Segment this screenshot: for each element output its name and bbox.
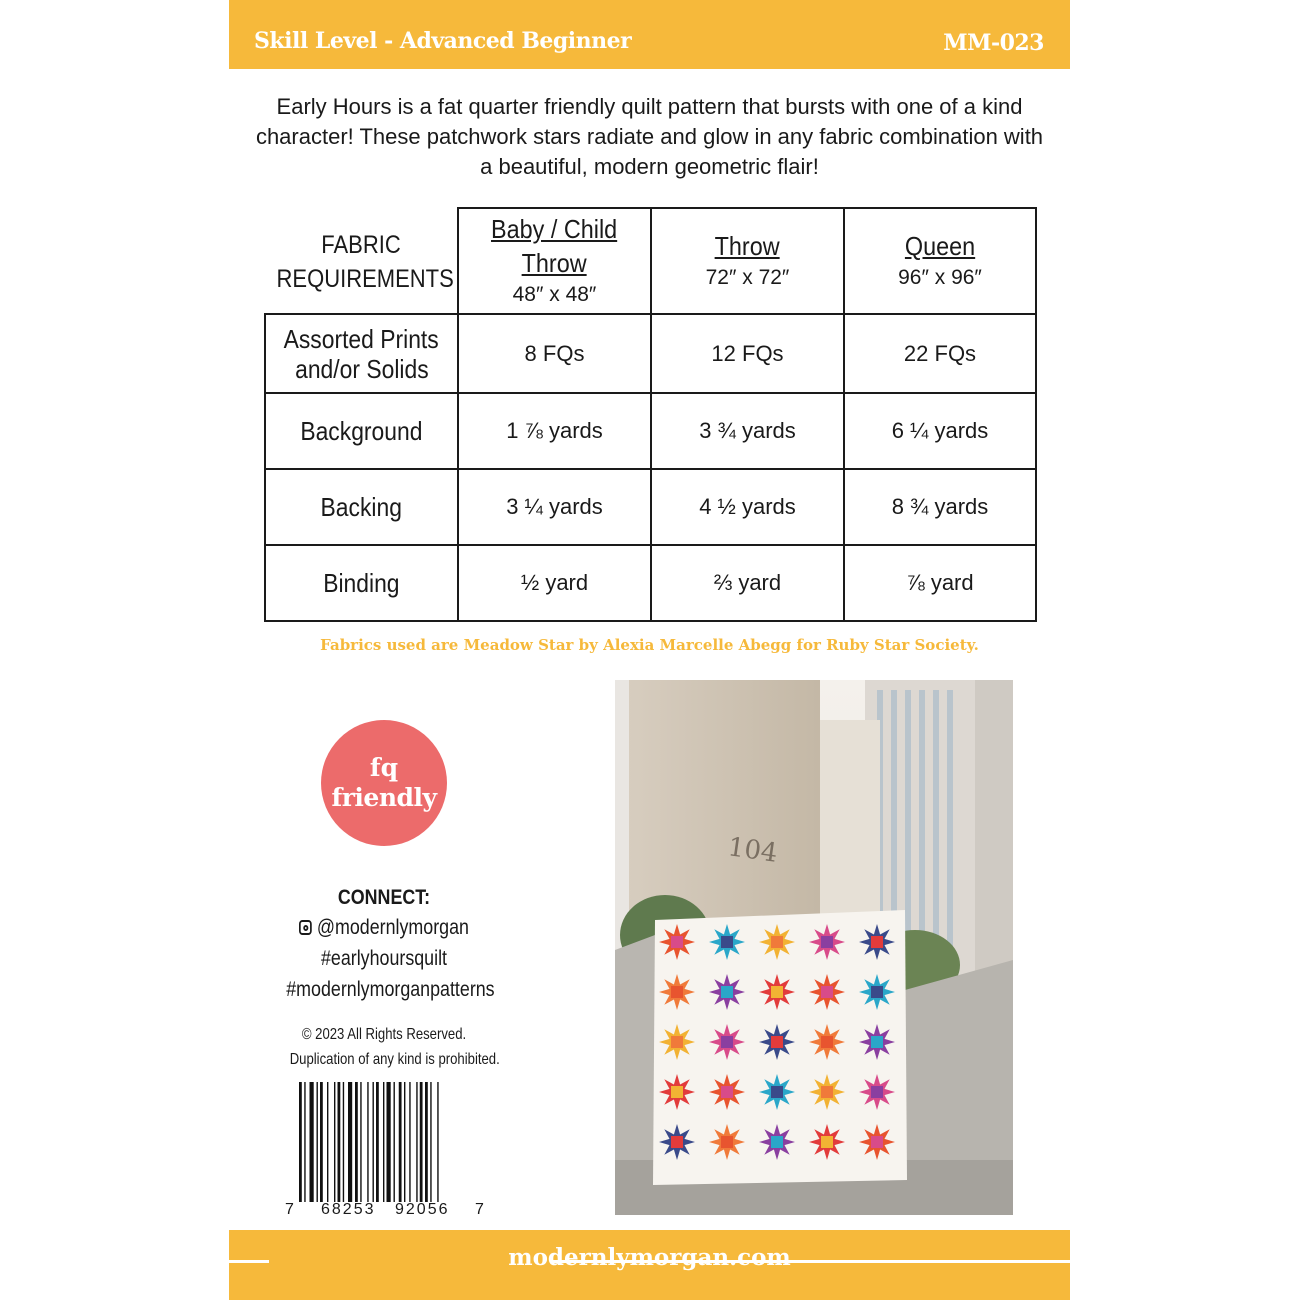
row-label-line: Assorted Prints [283,323,440,354]
table-cell: 4 ½ yards [699,494,796,519]
pattern-back-cover [229,0,1070,1300]
row-label-line: Backing [320,492,403,522]
pattern-code: MM-023 [943,30,1044,56]
column-header-baby [459,209,650,313]
instagram-handle-row[interactable] [286,912,482,943]
quilt-star-center [871,1036,883,1048]
quilt-star-center [821,1136,833,1148]
barcode [299,1082,481,1202]
barcode-bar [430,1082,431,1202]
barcode-digit-first: 7 [285,1201,294,1218]
column-size: 48″ x 48″ [512,283,597,306]
barcode-bar [299,1082,302,1202]
duplication-line: Duplication of any kind is prohibited. [289,1051,500,1068]
row-label-background [266,394,457,468]
barcode-bar [367,1082,368,1202]
barcode-bar [437,1082,438,1202]
table-label-line1: FABRIC [321,231,401,259]
quilt-star-center [821,1086,833,1098]
badge-line2: friendly [331,783,437,812]
quilt-star-center [821,936,833,948]
quilt-star-center [671,1136,683,1148]
barcode-bar [334,1082,335,1202]
barcode-bar [399,1082,402,1202]
barcode-bar [348,1082,352,1202]
quilt-star-center [721,1136,733,1148]
barcode-bar [343,1082,344,1202]
building-number: 104 [726,832,780,869]
barcode-bar [320,1082,323,1202]
table-cell: ⅔ yard [713,570,782,595]
hashtag-modernly-morgan[interactable]: #modernlymorganpatterns [286,978,495,1001]
barcode-digit-last: 7 [475,1201,484,1218]
quilt-star-center [771,936,783,948]
quilt-star-center [871,1086,883,1098]
website-link[interactable]: modernlymorgan.com [508,1244,791,1271]
quilt-star-center [721,1086,733,1098]
barcode-bar [310,1082,314,1202]
table-cell: 3 ¼ yards [506,494,603,519]
copyright-line: © 2023 All Rights Reserved. [301,1026,467,1043]
quilt-star-center [821,1036,833,1048]
quilt-star-center [771,986,783,998]
quilt-star-center [671,936,683,948]
barcode-bar [420,1082,423,1202]
barcode-bar [304,1082,305,1202]
quilt-star-center [771,1036,783,1048]
table-cell: 6 ¼ yards [891,418,989,443]
barcode-group2: 92056 [395,1201,450,1218]
column-size: 72″ x 72″ [705,266,790,289]
table-cell: 3 ¾ yards [699,418,796,443]
barcode-bar [409,1082,410,1202]
barcode-group1: 68253 [321,1201,376,1218]
table-label-line2: REQUIREMENTS [276,265,454,293]
fq-friendly-badge [321,720,447,846]
table-cell: 8 FQs [524,340,585,366]
table-cell: ⅞ yard [906,570,974,595]
hashtag-early-hours[interactable]: #earlyhoursquilt [320,947,448,970]
quilt-star-center [871,936,883,948]
quilt-star-center [721,1036,733,1048]
row-label-line: Binding [323,568,400,598]
row-label-prints [266,315,457,392]
column-header-throw [652,209,843,313]
quilt-photo [615,680,1013,1215]
barcode-bar [425,1082,428,1202]
barcode-bar [355,1082,358,1202]
quilt-star-center [821,986,833,998]
row-label-backing [266,470,457,544]
barcode-bar [373,1082,374,1202]
top-banner [229,0,1070,69]
table-cell: 12 FQs [711,340,784,366]
column-title: Baby / Child [491,214,618,244]
bottom-banner [229,1230,1070,1300]
column-title: Throw [714,231,781,261]
skill-level: Skill Level - Advanced Beginner [254,28,632,54]
quilt-star-center [721,936,733,948]
quilt-star-center [771,1136,783,1148]
barcode-bar [360,1082,361,1202]
row-label-line: Background [300,416,423,446]
connect-heading: CONNECT: [337,886,431,909]
connect-block [269,884,499,1005]
barcode-bar [327,1082,328,1202]
fabric-note: Fabrics used are Meadow Star by Alexia Marcelle Abegg for Ruby Star Society. [320,636,979,654]
table-cell: 1 ⅞ yards [506,418,603,443]
instagram-handle: @modernlymorgan [316,916,469,939]
quilt-star-center [671,986,683,998]
quilt-star-center [671,1036,683,1048]
badge-line1: fq [369,753,399,782]
quilt-star-center [871,986,883,998]
barcode-bar [376,1082,379,1202]
column-title: Queen [904,231,976,261]
column-title: Throw [521,248,588,278]
intro-paragraph: Early Hours is a fat quarter friendly quilt pattern that bursts with one of a kind character! These patchwork stars radiate and glow in any fabric combination with a beautiful, modern geometric flair! [255,94,1044,179]
barcode-bar [387,1082,391,1202]
barcode-bar [416,1082,417,1202]
table-label [276,228,454,296]
table-rule [1035,207,1037,622]
barcode-bar [383,1082,384,1202]
quilt-star-center [671,1086,683,1098]
table-cell: 8 ¾ yards [891,494,989,519]
copyright-notice [269,1022,499,1072]
row-label-line: and/or Solids [294,353,429,384]
quilt-star-center [771,1086,783,1098]
barcode-bar [338,1082,341,1202]
barcode-bar [394,1082,395,1202]
column-header-queen [845,209,1035,313]
barcode-bar [317,1082,318,1202]
table-cell: 22 FQs [903,340,977,366]
column-size: 96″ x 96″ [898,266,982,289]
barcode-bar [404,1082,405,1202]
quilt-star-center [871,1136,883,1148]
row-label-binding [266,546,457,620]
quilt-star-center [721,986,733,998]
table-cell: ½ yard [520,570,589,595]
instagram-icon [299,920,312,935]
